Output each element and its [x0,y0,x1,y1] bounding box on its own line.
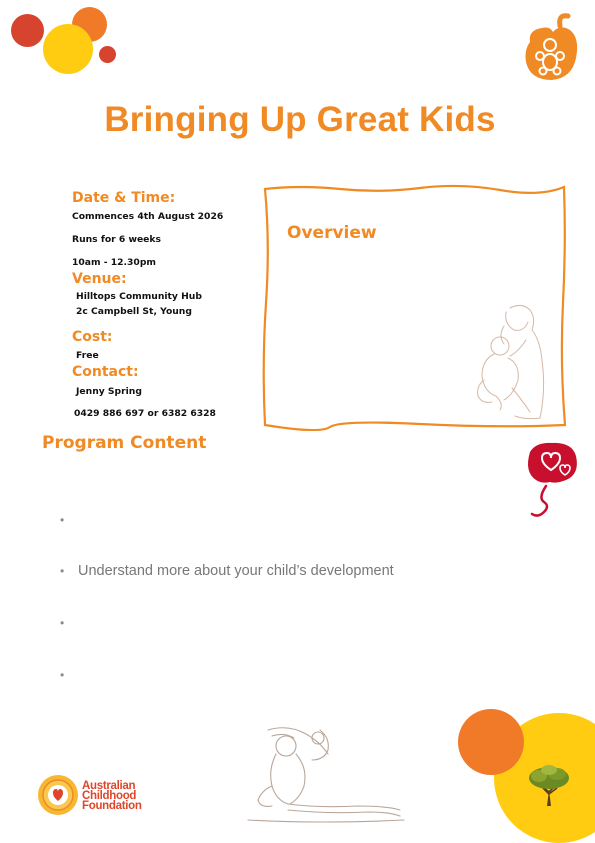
contact-phone: 0429 886 697 or 6382 6328 [74,408,216,419]
venue-label: Venue: [72,271,127,287]
duration: Runs for 6 weeks [72,234,161,245]
contact-name: Jenny Spring [76,386,142,397]
decor-circle-big-orange [458,709,524,775]
program-heading: Program Content [42,433,207,453]
decor-circle-yellow [43,24,93,74]
logo-line-3: Foundation [82,800,142,812]
bullet-dot-3: • [60,616,65,630]
time: 10am - 12.30pm [72,257,156,268]
bullet-dot-1: • [60,513,65,527]
tree-icon [525,764,573,808]
bullet-dot-4: • [60,668,65,682]
character-icon [520,12,582,84]
logo-line-1: Australian [82,780,136,792]
acf-logo-icon [37,774,79,816]
heart-balloon-icon [522,440,580,520]
decor-circle-small-red [99,46,116,63]
bullet-dot-2: • [60,564,65,578]
bullet-text-2: Understand more about your child’s development [78,563,394,579]
cost-label: Cost: [72,329,113,345]
decor-circle-red [11,14,44,47]
parent-child-sketch [228,720,408,830]
contact-label: Contact: [72,364,139,380]
date-label: Date & Time: [72,190,176,206]
cost-value: Free [76,350,99,361]
venue-address: 2c Campbell St, Young [76,306,192,317]
mother-baby-illustration [470,300,555,422]
overview-heading: Overview [287,223,377,243]
venue-name: Hilltops Community Hub [76,291,202,302]
page-title: Bringing Up Great Kids [104,100,496,139]
date-start: Commences 4th August 2026 [72,211,224,222]
logo-line-2: Childhood [82,790,137,802]
